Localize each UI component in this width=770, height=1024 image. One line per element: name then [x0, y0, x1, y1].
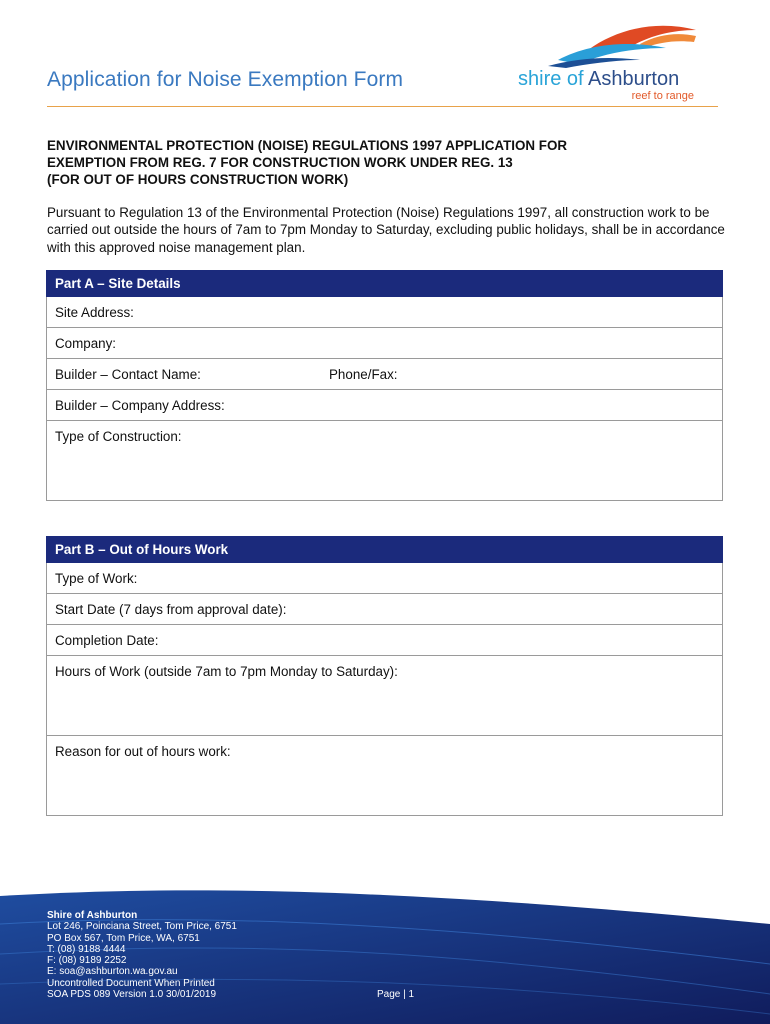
regulation-heading-line-1: ENVIRONMENTAL PROTECTION (NOISE) REGULATIONS 1997 APPLICATION FOR — [47, 138, 568, 153]
logo-word-of: of — [566, 68, 589, 90]
type-of-construction-field[interactable]: Type of Construction: — [47, 421, 723, 501]
builder-company-address-field[interactable]: Builder – Company Address: — [47, 390, 723, 421]
regulation-heading-line-2: EXEMPTION FROM REG. 7 FOR CONSTRUCTION WORK UNDER REG. 13 — [47, 155, 513, 170]
site-address-field[interactable]: Site Address: — [47, 297, 723, 328]
page-number: Page | 1 — [377, 989, 415, 1000]
completion-date-field[interactable]: Completion Date: — [47, 625, 723, 656]
start-date-field[interactable]: Start Date (7 days from approval date): — [47, 594, 723, 625]
type-of-work-field[interactable]: Type of Work: — [47, 563, 723, 594]
logo-wordmark — [518, 68, 679, 91]
regulation-heading — [47, 137, 727, 188]
phone-fax-label: Phone/Fax: — [329, 367, 398, 382]
hours-of-work-field[interactable]: Hours of Work (outside 7am to 7pm Monday to Saturday): — [47, 656, 723, 736]
builder-contact-row[interactable] — [47, 359, 723, 390]
logo-tagline: reef to range — [631, 90, 694, 102]
shire-logo — [518, 20, 708, 102]
form-title: Application for Noise Exemption Form — [47, 68, 404, 91]
logo-word-shire: shire — [518, 68, 567, 90]
company-field[interactable]: Company: — [47, 328, 723, 359]
footer-uncontrolled-note: Uncontrolled Document When Printed — [47, 977, 215, 989]
regulation-heading-line-3: (FOR OUT OF HOURS CONSTRUCTION WORK) — [47, 172, 349, 187]
part-a-header: Part A – Site Details — [47, 271, 723, 297]
wave-logo-icon — [548, 20, 698, 68]
footer-fax: F: (08) 9189 2252 — [47, 955, 127, 967]
reason-field[interactable]: Reason for out of hours work: — [47, 736, 723, 816]
footer-address-1: Lot 246, Poinciana Street, Tom Price, 6751 — [47, 921, 237, 933]
logo-word-ashburton: Ashburton — [588, 68, 680, 90]
header-divider — [47, 106, 718, 107]
part-b-header: Part B – Out of Hours Work — [47, 537, 723, 563]
footer-version: SOA PDS 089 Version 1.0 30/01/2019 — [47, 989, 217, 1001]
footer-org-name: Shire of Ashburton — [47, 910, 138, 921]
footer-phone: T: (08) 9188 4444 — [47, 943, 126, 955]
footer-email[interactable]: E: soa@ashburton.wa.gov.au — [47, 966, 178, 978]
footer-contact — [47, 910, 237, 1000]
part-b-out-of-hours-table — [46, 536, 723, 816]
builder-contact-name-label: Builder – Contact Name: — [55, 367, 201, 382]
footer-address-2: PO Box 567, Tom Price, WA, 6751 — [47, 932, 200, 944]
part-a-site-details-table — [46, 270, 723, 501]
intro-paragraph: Pursuant to Regulation 13 of the Environmental Protection (Noise) Regulations 1997, all construction work to be carried out outside the hours of 7am to 7pm Monday to Saturday, excluding public holidays, shall be in accordance with this approved noise management plan. — [47, 205, 725, 255]
